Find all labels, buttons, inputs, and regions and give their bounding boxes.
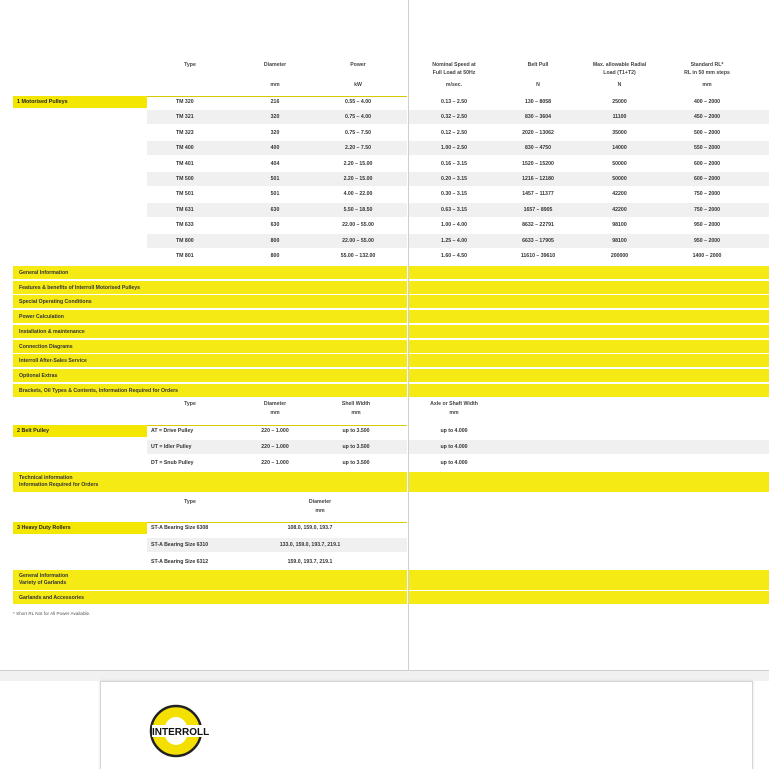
table-row [147,110,407,124]
cell-type: ST-A Bearing Size 6308 [151,525,209,531]
belt-header-type: Type [184,401,196,407]
cell-standard-rl: 600 – 2000 [694,161,720,167]
cell-radial-load: 42200 [612,207,627,213]
header-radial-line1: Max. allowable Radial [592,62,647,68]
cell-diameter: 320 [270,130,280,136]
cell-diameter: 320 [270,114,280,120]
cell-speed: 1.60 – 4.50 [441,253,467,259]
cell-belt-pull: 2020 – 13062 [522,130,554,136]
info-bar[interactable]: Brackets, Oil Types & Contents, Information Required for Orders [13,384,407,398]
cell-diameter: 220 – 1.000 [261,460,289,466]
table-row [147,234,407,248]
table-row-right [409,157,769,171]
heavy-info-bar-right [409,570,769,591]
cell-radial-load: 200000 [610,253,629,259]
cell-power: 5.50 – 18.50 [343,207,373,213]
cell-radial-load: 25000 [612,99,627,105]
cell-radial-load: 50000 [612,161,627,167]
cell-type: TM 400 [176,145,194,151]
table-row [147,172,407,186]
cell-shell-width: up to 3.500 [342,444,370,450]
info-bar-right [409,266,769,280]
table-row [147,521,407,535]
cell-radial-load: 98100 [612,238,627,244]
cell-type: TM 631 [176,207,194,213]
table-row-right [409,456,769,470]
cell-type: TM 401 [176,161,194,167]
info-bar[interactable]: Optional Extras [13,369,407,383]
cell-diameter: 501 [270,191,280,197]
heavy-garlands-bar-right [409,591,769,605]
header-rl-line1: Standard RL* [690,62,724,68]
cell-diameter: 220 – 1.000 [261,444,289,450]
cell-speed: 0.30 – 3.15 [441,191,467,197]
cell-standard-rl: 400 – 2000 [694,99,720,105]
heavy-info-bar[interactable] [13,570,407,591]
cell-diameter: 400 [270,145,280,151]
belt-header-shell-unit: mm [351,410,361,416]
belt-header-shell: Shell Width [341,401,371,407]
belt-header-axle-unit: mm [449,410,459,416]
cell-diameter: 108.0, 159.0, 193.7 [287,525,333,531]
section-belt-pulley[interactable]: 2 Belt Pulley [13,425,147,437]
cell-standard-rl: 750 – 2000 [694,207,720,213]
info-bar-right [409,310,769,324]
info-bar-right [409,354,769,368]
cell-speed: 0.16 – 3.15 [441,161,467,167]
header-belt-pull-unit: N [536,82,540,88]
logo-text: INTERROLL [152,727,210,738]
table-row-right [409,424,769,438]
table-row-right [409,234,769,248]
info-bar[interactable]: Power Calculation [13,310,407,324]
header-speed-unit: m/sec. [445,82,463,88]
cell-type: TM 801 [176,253,194,259]
cell-power: 4.00 – 22.00 [343,191,373,197]
cell-power: 0.75 – 4.00 [345,114,371,120]
table-row [147,203,407,217]
cell-type: TM 800 [176,238,194,244]
cell-shell-width: up to 3.500 [342,428,370,434]
heavy-info-line2: Variety of Garlands [19,580,67,586]
table-row [147,249,407,263]
belt-header-diameter: Diameter [263,401,287,407]
heavy-header-type: Type [184,499,196,505]
cell-type: TM 321 [176,114,194,120]
table-row [147,555,407,569]
belt-info-bar-right [409,472,769,493]
cell-speed: 0.32 – 2.50 [441,114,467,120]
page-gap [0,671,769,681]
cell-standard-rl: 500 – 2000 [694,130,720,136]
table-row [147,95,407,109]
cell-diameter: 216 [270,99,280,105]
table-row [147,440,407,454]
cell-diameter: 630 [270,207,280,213]
interroll-logo [148,700,238,762]
info-bar-right [409,369,769,383]
header-power: Power [350,62,366,68]
table-row-right [409,249,769,263]
table-row-right [409,187,769,201]
info-bar[interactable]: General Information [13,266,407,280]
cell-standard-rl: 550 – 2000 [694,145,720,151]
table-row-right [409,218,769,232]
cell-radial-load: 11100 [612,114,627,120]
info-bar[interactable]: Special Operating Conditions [13,295,407,309]
info-bar[interactable]: Installation & maintenance [13,325,407,339]
cell-type: TM 323 [176,130,194,136]
cell-belt-pull: 1457 – 11377 [522,191,554,197]
section-motorised-pulleys[interactable]: 1 Motorised Pulleys [13,96,147,108]
table-row [147,538,407,552]
table-row-right [409,172,769,186]
cell-diameter: 800 [270,238,280,244]
cell-type: AT = Drive Pulley [151,428,194,434]
table-row-right [409,141,769,155]
cell-speed: 1.00 – 4.00 [441,222,467,228]
table-row [147,424,407,438]
header-power-unit: kW [354,82,362,88]
table-row-right [409,110,769,124]
cell-belt-pull: 6633 – 17905 [522,238,554,244]
cell-power: 22.00 – 55.00 [342,222,374,228]
cell-axle-width: up to 4.000 [440,460,468,466]
cell-type: UT = Idler Pulley [151,444,192,450]
table-row [147,456,407,470]
cell-speed: 0.12 – 2.50 [441,130,467,136]
cell-radial-load: 42200 [612,191,627,197]
heavy-header-diameter-unit: mm [315,508,325,514]
cell-radial-load: 98100 [612,222,627,228]
cell-diameter: 220 – 1.000 [261,428,289,434]
cell-diameter: 630 [270,222,280,228]
cell-power: 0.55 – 4.00 [345,99,371,105]
cell-belt-pull: 1216 – 12180 [522,176,554,182]
cell-type: TM 320 [176,99,194,105]
table-row-right [409,440,769,454]
cell-standard-rl: 950 – 2000 [694,238,720,244]
header-speed-line2: Full Load at 50Hz [432,70,476,76]
cell-diameter: 404 [270,161,280,167]
heavy-info-line1: General Information [19,573,69,579]
belt-info-bar[interactable] [13,472,407,493]
belt-header-diameter-unit: mm [270,410,280,416]
cell-type: ST-A Bearing Size 6310 [151,542,209,548]
cell-diameter: 501 [270,176,280,182]
table-row-right [409,126,769,140]
table-row [147,157,407,171]
table-row-right [409,95,769,109]
cell-belt-pull: 130 – 8058 [525,99,551,105]
cell-belt-pull: 830 – 3604 [525,114,551,120]
table-row-right [409,203,769,217]
table-row [147,187,407,201]
cell-standard-rl: 950 – 2000 [694,222,720,228]
info-bar-right [409,325,769,339]
info-bar[interactable]: Interroll After-Sales Service [13,354,407,368]
heavy-garlands-bar[interactable]: Garlands and Accessories [13,591,407,605]
section-heavy-duty-rollers[interactable]: 3 Heavy Duty Rollers [13,522,147,534]
info-bar-right [409,281,769,295]
cell-type: DT = Snub Pulley [151,460,194,466]
cell-diameter: 800 [270,253,280,259]
belt-info-line1: Technical information [19,475,73,481]
cell-belt-pull: 1657 – 8905 [523,207,553,213]
cell-power: 2.20 – 7.50 [345,145,371,151]
cell-standard-rl: 450 – 2000 [694,114,720,120]
cell-power: 55.00 – 132.00 [340,253,376,259]
cell-radial-load: 35000 [612,130,627,136]
header-radial-unit: N [617,82,622,88]
header-belt-pull: Belt Pull [527,62,549,68]
cell-speed: 0.13 – 2.50 [441,99,467,105]
cell-diameter: 133.0, 159.0, 193.7, 219.1 [279,542,341,548]
info-bar-right [409,340,769,354]
cell-speed: 0.20 – 3.15 [441,176,467,182]
table-row [147,126,407,140]
cell-standard-rl: 600 – 2000 [694,176,720,182]
cell-axle-width: up to 4.000 [440,428,468,434]
info-bar[interactable]: Connection Diagrams [13,340,407,354]
info-bar-right [409,295,769,309]
cell-type: TM 500 [176,176,194,182]
cell-power: 2.20 – 15.00 [343,161,373,167]
cell-speed: 0.63 – 3.15 [441,207,467,213]
cell-shell-width: up to 3.500 [342,460,370,466]
heavy-header-diameter: Diameter [308,499,332,505]
cell-diameter: 159.0, 193.7, 219.1 [287,559,333,565]
cell-belt-pull: 1520 – 15200 [522,161,554,167]
cell-standard-rl: 750 – 2000 [694,191,720,197]
cell-power: 2.20 – 15.00 [343,176,373,182]
header-radial-line2: Load (T1+T2) [603,70,636,76]
cell-radial-load: 14000 [612,145,627,151]
cell-belt-pull: 8632 – 22791 [522,222,554,228]
cell-type: TM 501 [176,191,194,197]
table-row [147,218,407,232]
cell-power: 22.00 – 55.00 [342,238,374,244]
footnote: * Short RL Not for All Power Available. [13,611,91,616]
cell-radial-load: 50000 [612,176,627,182]
header-rl-line2: RL in 50 mm steps [684,70,730,76]
header-diameter-unit: mm [270,82,280,88]
cell-power: 0.75 – 7.50 [345,130,371,136]
cell-axle-width: up to 4.000 [440,444,468,450]
header-diameter: Diameter [263,62,287,68]
info-bar[interactable]: Features & benefits of Interroll Motorised Pulleys [13,281,407,295]
belt-header-axle: Axle or Shaft Width [430,401,478,407]
cell-type: TM 633 [176,222,194,228]
cell-standard-rl: 1400 – 2000 [692,253,722,259]
table-row [147,141,407,155]
cell-speed: 1.00 – 2.50 [441,145,467,151]
header-type: Type [184,62,196,68]
header-rl-unit: mm [702,82,712,88]
header-speed-line1: Nominal Speed at [432,62,476,68]
cell-belt-pull: 830 – 4750 [525,145,551,151]
cell-type: ST-A Bearing Size 6312 [151,559,209,565]
belt-info-line2: Information Required for Orders [19,482,99,488]
cell-speed: 1.25 – 4.00 [441,238,467,244]
info-bar-right [409,384,769,398]
cell-belt-pull: 11610 – 39610 [520,253,556,259]
